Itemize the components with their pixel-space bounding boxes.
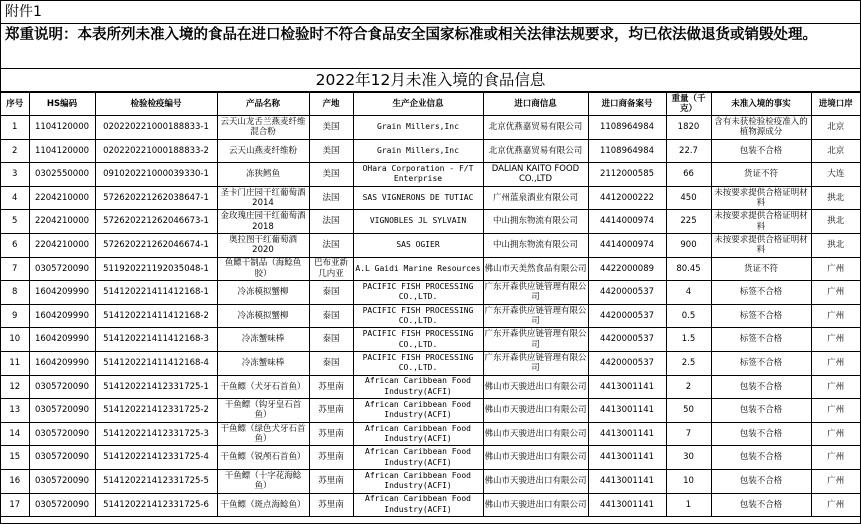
cell-weight: 22.7 [666, 139, 711, 163]
cell-product: 云天山龙舌兰燕麦纤维混合粉 [217, 116, 309, 140]
cell-inspection: 514120221412331725-4 [95, 446, 217, 470]
cell-no: 11 [1, 351, 29, 375]
cell-port: 广州 [811, 281, 860, 305]
table-row [1, 328, 860, 352]
cell-reason: 包装不合格 [711, 399, 811, 423]
column-header: 产地 [309, 93, 353, 116]
column-header: HS编码 [29, 93, 95, 116]
cell-weight: 30 [666, 446, 711, 470]
cell-weight: 1 [666, 493, 711, 517]
cell-producer: VIGNOBLES JL SYLVAIN [353, 210, 483, 234]
cell-producer: SAS OGIER [353, 233, 483, 257]
cell-inspection: 511920221192035048-1 [95, 257, 217, 281]
cell-producer: African Caribbean Food Industry(ACFI) [353, 493, 483, 517]
cell-filing: 4413001141 [588, 446, 666, 470]
cell-no: 13 [1, 399, 29, 423]
cell-filing: 4414000974 [588, 210, 666, 234]
cell-reason: 标签不合格 [711, 304, 811, 328]
cell-producer: Grain Millers,Inc [353, 116, 483, 140]
table-row [1, 233, 860, 257]
cell-importer: 佛山市天骏进出口有限公司 [483, 375, 588, 399]
cell-reason: 标签不合格 [711, 328, 811, 352]
cell-producer: Grain Millers,Inc [353, 139, 483, 163]
cell-importer: 北京优燕嘉贸易有限公司 [483, 116, 588, 140]
table-row [1, 446, 860, 470]
table-row [1, 139, 860, 163]
notice-text: 郑重说明：本表所列未准入境的食品在进口检验时不符合食品安全国家标准或相关法律法规要求，均已依法做退货或销毁处理。 [1, 24, 860, 69]
cell-reason: 包装不合格 [711, 469, 811, 493]
cell-inspection: 020220221000188833-2 [95, 139, 217, 163]
cell-inspection: 572620221262046673-1 [95, 210, 217, 234]
cell-importer: 广东开森供应链管理有限公司 [484, 305, 587, 327]
cell-port: 拱北 [811, 210, 860, 234]
cell-hs: 2204210000 [29, 186, 95, 210]
cell-product: 干鱼鳔（十字花海鲶鱼） [217, 469, 309, 493]
cell-no: 16 [1, 469, 29, 493]
cell-origin: 苏里南 [309, 399, 353, 423]
cell-origin: 泰国 [309, 304, 353, 328]
cell-weight: 7 [666, 422, 711, 446]
table-row [1, 163, 860, 187]
cell-reason: 标签不合格 [711, 351, 811, 375]
cell-producer: African Caribbean Food Industry(ACFI) [353, 446, 483, 470]
cell-filing: 4412000222 [588, 186, 666, 210]
cell-port: 广州 [811, 493, 860, 517]
cell-hs: 2204210000 [29, 233, 95, 257]
table-body [1, 116, 860, 517]
cell-weight: 900 [666, 233, 711, 257]
cell-hs: 1604209990 [29, 328, 95, 352]
cell-port: 广州 [811, 469, 860, 493]
cell-producer: African Caribbean Food Industry(ACFI) [353, 469, 483, 493]
cell-product: 奥拉图干红葡萄酒2020 [217, 233, 309, 257]
cell-reason: 未按要求提供合格证明材料 [711, 210, 811, 234]
cell-inspection: 514120221411412168-3 [95, 328, 217, 352]
cell-origin: 苏里南 [309, 469, 353, 493]
cell-reason: 包装不合格 [711, 422, 811, 446]
table-row [1, 210, 860, 234]
cell-reason: 包装不合格 [711, 375, 811, 399]
cell-no: 9 [1, 304, 29, 328]
attachment-label: 附件1 [1, 1, 860, 24]
cell-origin: 泰国 [309, 281, 353, 305]
cell-port: 广州 [811, 446, 860, 470]
cell-product: 干鱼鳔（斑点海鲶鱼） [217, 493, 309, 517]
cell-inspection: 091020221000039330-1 [95, 163, 217, 187]
cell-inspection: 572620221262038647-1 [95, 186, 217, 210]
cell-origin: 苏里南 [309, 446, 353, 470]
cell-inspection: 514120221412331725-2 [95, 399, 217, 423]
cell-product: 圣卡门庄园干红葡萄酒2014 [217, 186, 309, 210]
cell-inspection: 514120221411412168-4 [95, 351, 217, 375]
cell-port: 北京 [811, 116, 860, 140]
cell-reason: 包装不合格 [711, 493, 811, 517]
cell-origin: 苏里南 [309, 375, 353, 399]
cell-reason: 包装不合格 [711, 446, 811, 470]
cell-origin: 泰国 [309, 351, 353, 375]
cell-no: 15 [1, 446, 29, 470]
column-header: 重量（千克） [666, 93, 711, 116]
cell-origin: 法国 [309, 186, 353, 210]
table-row [1, 186, 860, 210]
cell-importer: 佛山市天骏进出口有限公司 [483, 493, 588, 517]
cell-weight: 80.45 [666, 257, 711, 281]
cell-inspection: 514120221412331725-1 [95, 375, 217, 399]
cell-hs: 1604209990 [29, 351, 95, 375]
cell-product: 金玫瑰庄园干红葡萄酒2018 [217, 210, 309, 234]
cell-weight: 66 [666, 163, 711, 187]
column-header: 进口商备案号 [588, 93, 666, 116]
cell-no: 17 [1, 493, 29, 517]
cell-port: 拱北 [811, 233, 860, 257]
column-header: 检验检疫编号 [95, 93, 217, 116]
cell-origin: 巴布亚新几内亚 [309, 257, 353, 281]
cell-product: 干鱼鳔（钩牙皇石首鱼） [217, 399, 309, 423]
cell-no: 5 [1, 210, 29, 234]
cell-importer: 中山拥东物流有限公司 [483, 233, 588, 257]
cell-filing: 4413001141 [588, 422, 666, 446]
cell-reason: 标签不合格 [711, 281, 811, 305]
column-header: 序号 [1, 93, 29, 116]
cell-producer: OHara Corporation - F/T Enterprise [353, 163, 483, 187]
food-table [1, 92, 860, 517]
table-row [1, 422, 860, 446]
cell-reason: 未按要求提供合格证明材料 [711, 233, 811, 257]
cell-no: 4 [1, 186, 29, 210]
cell-no: 1 [1, 116, 29, 140]
cell-no: 8 [1, 281, 29, 305]
cell-hs: 0305720090 [29, 493, 95, 517]
cell-filing: 4414000974 [588, 233, 666, 257]
cell-reason: 货证不符 [711, 257, 811, 281]
cell-importer: 佛山市天骏进出口有限公司 [483, 446, 588, 470]
cell-weight: 50 [666, 399, 711, 423]
cell-hs: 1604209990 [29, 304, 95, 328]
cell-no: 3 [1, 163, 29, 187]
cell-product: 干鱼鳔（锐颅石首鱼） [217, 446, 309, 470]
cell-no: 14 [1, 422, 29, 446]
cell-product: 冷冻蟹味棒 [217, 351, 309, 375]
cell-origin: 法国 [309, 233, 353, 257]
cell-importer: 佛山市天美然食品有限公司 [483, 257, 588, 281]
cell-inspection: 514120221411412168-2 [95, 304, 217, 328]
table-row [1, 304, 860, 328]
table-row [1, 351, 860, 375]
cell-weight: 1820 [666, 116, 711, 140]
cell-hs: 0305720090 [29, 375, 95, 399]
cell-filing: 4413001141 [588, 469, 666, 493]
cell-filing: 4422000089 [588, 257, 666, 281]
cell-filing: 4413001141 [588, 493, 666, 517]
cell-importer: 广东开森供应链管理有限公司 [484, 352, 587, 374]
cell-product: 云天山燕麦纤维粉 [217, 139, 309, 163]
cell-port: 北京 [811, 139, 860, 163]
cell-importer: 中山拥东物流有限公司 [483, 210, 588, 234]
column-header: 生产企业信息 [353, 93, 483, 116]
cell-filing: 4420000537 [588, 304, 666, 328]
cell-weight: 1.5 [666, 328, 711, 352]
cell-importer: 佛山市天骏进出口有限公司 [483, 422, 588, 446]
cell-weight: 2 [666, 375, 711, 399]
cell-producer: African Caribbean Food Industry(ACFI) [353, 399, 483, 423]
cell-filing: 4420000537 [588, 351, 666, 375]
cell-port: 广州 [811, 257, 860, 281]
cell-producer: PACIFIC FISH PROCESSING CO.,LTD. [353, 351, 483, 375]
cell-product: 冻狭鳕鱼 [217, 163, 309, 187]
cell-hs: 0305720090 [29, 399, 95, 423]
column-header: 进口商信息 [483, 93, 588, 116]
cell-hs: 2204210000 [29, 210, 95, 234]
cell-inspection: 514120221412331725-3 [95, 422, 217, 446]
cell-product: 冷冻蟹味棒 [217, 328, 309, 352]
cell-filing: 2112000585 [588, 163, 666, 187]
table-header-row [1, 93, 860, 116]
cell-port: 拱北 [811, 186, 860, 210]
cell-port: 广州 [811, 328, 860, 352]
cell-hs: 0305720090 [29, 257, 95, 281]
cell-inspection: 020220221000188833-1 [95, 116, 217, 140]
cell-origin: 苏里南 [309, 422, 353, 446]
cell-port: 广州 [811, 422, 860, 446]
cell-importer: 广东开森供应链管理有限公司 [484, 281, 587, 303]
cell-product: 冷冻模拟蟹柳 [217, 281, 309, 305]
cell-weight: 10 [666, 469, 711, 493]
cell-no: 10 [1, 328, 29, 352]
cell-weight: 4 [666, 281, 711, 305]
cell-port: 广州 [811, 375, 860, 399]
cell-no: 7 [1, 257, 29, 281]
cell-hs: 0305720090 [29, 422, 95, 446]
cell-origin: 美国 [309, 116, 353, 140]
cell-producer: African Caribbean Food Industry(ACFI) [353, 375, 483, 399]
cell-producer: PACIFIC FISH PROCESSING CO.,LTD. [353, 281, 483, 305]
cell-inspection: 514120221411412168-1 [95, 281, 217, 305]
cell-inspection: 514120221412331725-5 [95, 469, 217, 493]
column-header: 未准入境的事实 [711, 93, 811, 116]
cell-filing: 4420000537 [588, 281, 666, 305]
cell-reason: 包装不合格 [711, 139, 811, 163]
table-row [1, 281, 860, 305]
cell-origin: 法国 [309, 210, 353, 234]
cell-filing: 4413001141 [588, 375, 666, 399]
cell-weight: 225 [666, 210, 711, 234]
cell-reason: 未按要求提供合格证明材料 [711, 186, 811, 210]
cell-hs: 1104120000 [29, 139, 95, 163]
cell-no: 12 [1, 375, 29, 399]
cell-producer: PACIFIC FISH PROCESSING CO.,LTD. [353, 328, 483, 352]
cell-filing: 1108964984 [588, 139, 666, 163]
cell-product: 干鱼鳔（绿色犬牙石首鱼） [217, 422, 309, 446]
cell-port: 大连 [811, 163, 860, 187]
cell-hs: 0302550000 [29, 163, 95, 187]
cell-no: 2 [1, 139, 29, 163]
cell-hs: 1104120000 [29, 116, 95, 140]
table-row [1, 469, 860, 493]
cell-hs: 0305720090 [29, 446, 95, 470]
cell-importer: 广东开森供应链管理有限公司 [484, 329, 587, 350]
cell-importer: 广州蓝泉酒业有限公司 [483, 186, 588, 210]
cell-product: 鱼鳔干制品（海鲶鱼胶） [217, 257, 309, 281]
table-row [1, 257, 860, 281]
cell-weight: 2.5 [666, 351, 711, 375]
cell-no: 6 [1, 233, 29, 257]
cell-filing: 4413001141 [588, 399, 666, 423]
cell-port: 广州 [811, 399, 860, 423]
cell-importer: DALIAN KAITO FOOD CO.,LTD [483, 163, 588, 187]
cell-product: 干鱼鳔（犬牙石首鱼） [217, 375, 309, 399]
table-row [1, 493, 860, 517]
cell-port: 广州 [811, 304, 860, 328]
cell-origin: 美国 [309, 163, 353, 187]
cell-producer: SAS VIGNERONS DE TUTIAC [353, 186, 483, 210]
cell-inspection: 514120221412331725-6 [95, 493, 217, 517]
cell-reason: 货证不符 [711, 163, 811, 187]
cell-hs: 1604209990 [29, 281, 95, 305]
cell-producer: African Caribbean Food Industry(ACFI) [353, 422, 483, 446]
cell-port: 广州 [811, 351, 860, 375]
column-header: 产品名称 [217, 93, 309, 116]
cell-reason: 含有未获检验检疫准入的植物源成分 [711, 116, 811, 140]
cell-filing: 4420000537 [588, 328, 666, 352]
table-title: 2022年12月未准入境的食品信息 [1, 69, 860, 92]
cell-filing: 1108964984 [588, 116, 666, 140]
cell-origin: 苏里南 [309, 493, 353, 517]
cell-inspection: 572620221262046674-1 [95, 233, 217, 257]
column-header: 进境口岸 [811, 93, 860, 116]
cell-producer: PACIFIC FISH PROCESSING CO.,LTD. [353, 304, 483, 328]
cell-origin: 美国 [309, 139, 353, 163]
cell-hs: 0305720090 [29, 469, 95, 493]
cell-importer: 北京优燕嘉贸易有限公司 [483, 139, 588, 163]
cell-weight: 0.5 [666, 304, 711, 328]
table-row [1, 116, 860, 140]
table-row [1, 399, 860, 423]
cell-product: 冷冻模拟蟹柳 [217, 304, 309, 328]
cell-producer: A.L Gaidi Marine Resources [353, 257, 483, 281]
cell-importer: 佛山市天骏进出口有限公司 [483, 469, 588, 493]
cell-origin: 泰国 [309, 328, 353, 352]
table-row [1, 375, 860, 399]
cell-importer: 佛山市天骏进出口有限公司 [483, 399, 588, 423]
cell-weight: 450 [666, 186, 711, 210]
